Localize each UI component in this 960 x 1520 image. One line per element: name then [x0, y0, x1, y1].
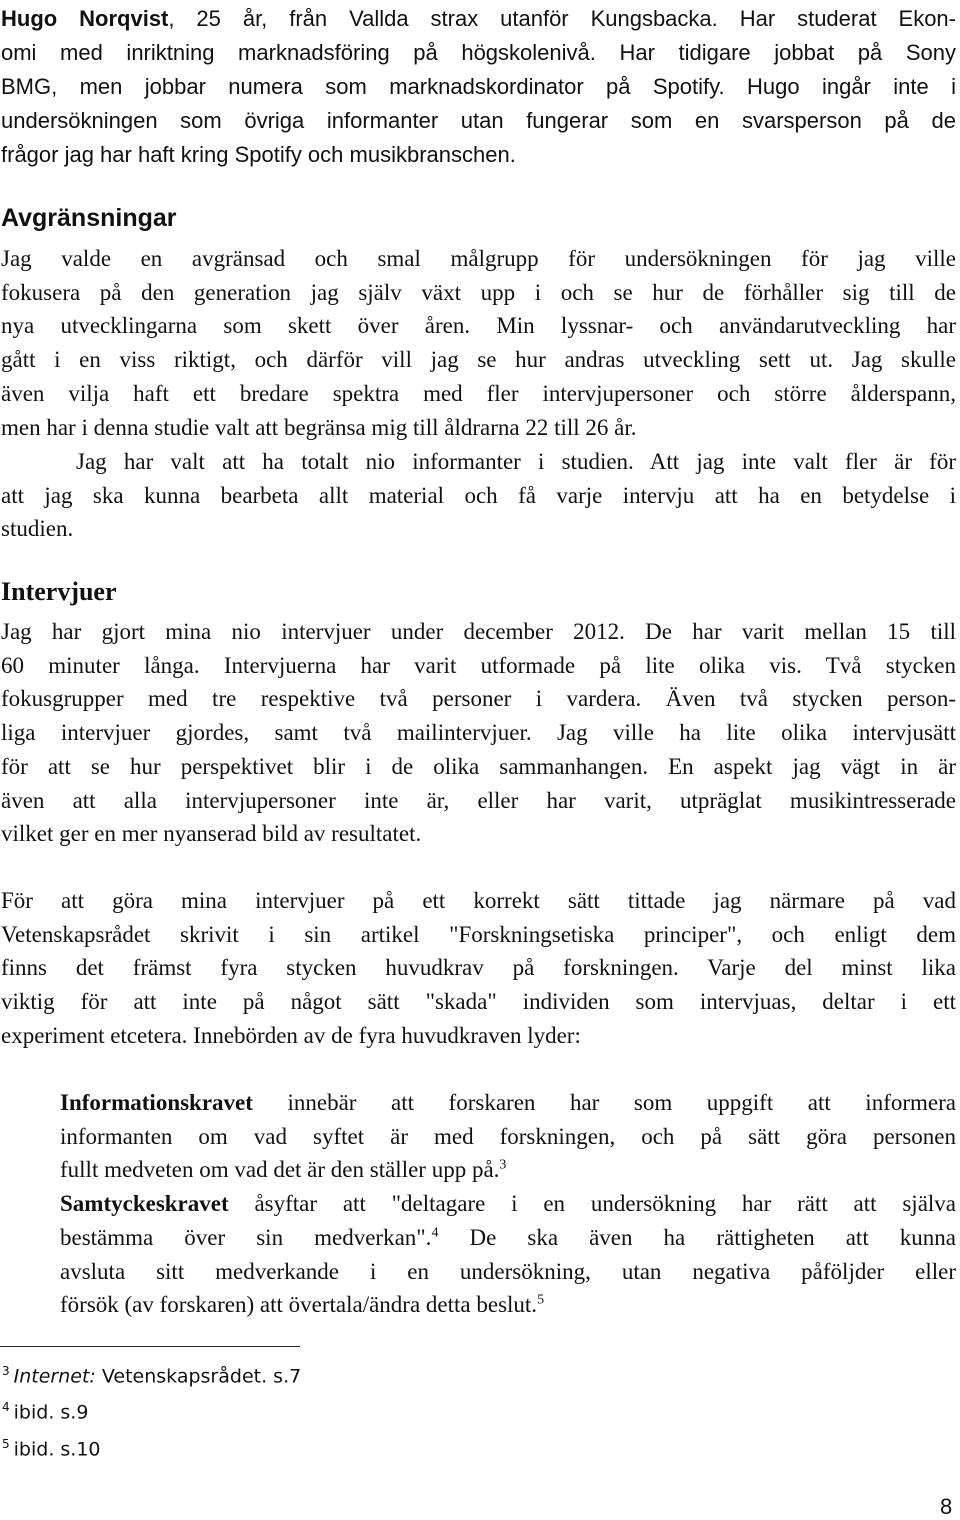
intervjuer2-line: finns det främst fyra stycken huvudkrav på forskningen. Varje del minst lika — [1, 955, 956, 981]
intervjuer-line: för att se hur perspektivet blir i de olika sammanhangen. En aspekt jag vägt in är — [1, 753, 956, 779]
avgr-line: fokusera på den generation jag själv växt upp i och se hur de förhåller sig till de — [1, 279, 956, 305]
intervjuer-line: vilket ger en mer nyanserad bild av resultatet. — [1, 821, 422, 847]
intervjuer2-line: viktig för att inte på något sätt "skada" individen som intervjuas, deltar i ett — [1, 989, 956, 1015]
footnote-ref-5: 5 — [537, 1292, 545, 1308]
samtyckeskravet-line-2: bestämma över sin medverkan".$^4$ De ska även ha rättigheten att kunna — [60, 1224, 956, 1250]
avgr2-line: studien. — [1, 516, 74, 542]
intro-line-2: omi med inriktning marknadsföring på högskolenivå. Har tidigare jobbat på Sony — [1, 40, 956, 65]
footnote-divider — [0, 1346, 300, 1347]
avgr-line: gått i en viss riktigt, och därför vill jag se hur andras utveckling sett ut. Jag skulle — [1, 347, 956, 373]
intro-line-5: frågor jag har haft kring Spotify och musikbranschen. — [1, 142, 516, 167]
intervjuer-paragraph-2 — [1, 884, 956, 1053]
avgr-line: även vilja haft ett bredare spektra med fler intervjupersoner och större ålderspann, — [1, 380, 956, 406]
requirements-block — [60, 1086, 956, 1322]
informationskravet-term: Informationskravet — [60, 1090, 253, 1115]
footnote-3: $^3$ Internet: Vetenskapsrådet. s.7 — [2, 1364, 302, 1388]
avgr2-line: Jag har valt att ha totalt nio informanter i studien. Att jag inte valt fler är för — [76, 449, 956, 474]
avgr-line: Jag valde en avgränsad och smal målgrupp för undersökningen för jag ville — [1, 246, 956, 271]
informationskravet-line-3: fullt medveten om vad det är den ställer upp på.$^3$ — [60, 1157, 507, 1183]
footnotes — [2, 1356, 301, 1465]
intro-line-4: undersökningen som övriga informanter utan fungerar som en svarsperson på de — [1, 108, 956, 133]
informationskravet-line-1: Informationskravet innebär att forskaren har som uppgift att informera — [60, 1090, 956, 1115]
footnote-ref-4: 4 — [431, 1225, 439, 1241]
samtyckeskravet-line-3: avsluta sitt medverkande i en undersökning, utan negativa påföljder eller — [60, 1258, 956, 1284]
section-heading-avgransningar: Avgränsningar — [1, 204, 177, 232]
intervjuer-line: liga intervjuer gjordes, samt två mailintervjuer. Jag ville ha lite olika intervjusätt — [1, 720, 956, 746]
footnote-5: $^5$ ibid. s.10 — [2, 1436, 101, 1460]
footnote-4: $^4$ ibid. s.9 — [2, 1400, 89, 1424]
page-number: 8 — [940, 1494, 953, 1519]
informationskravet-line-2: informanten om vad syftet är med forskningen, och på sätt göra personen — [60, 1123, 956, 1149]
avgr2-line: att jag ska kunna bearbeta allt material och få varje intervju att ha en betydelse i — [1, 482, 956, 508]
intervjuer-line: Jag har gjort mina nio intervjuer under december 2012. De har varit mellan 15 till — [1, 619, 956, 644]
avgransningar-paragraph-2 — [1, 445, 956, 546]
section-heading-intervjuer: Intervjuer — [1, 577, 117, 606]
samtyckeskravet-term: Samtyckeskravet — [60, 1191, 229, 1217]
intro-paragraph — [1, 2, 956, 172]
avgransningar-paragraph-1 — [1, 242, 956, 444]
intervjuer-line: 60 minuter långa. Intervjuerna har varit utformade på lite olika vis. Två stycken — [1, 652, 956, 678]
intervjuer2-line: experiment etcetera. Innebörden av de fyra huvudkraven lyder: — [1, 1022, 581, 1048]
footnote-ref-3: 3 — [499, 1157, 507, 1173]
avgr-line: men har i denna studie valt att begränsa mig till åldrarna 22 till 26 år. — [1, 414, 637, 440]
avgr-line: nya utvecklingarna som skett över åren. Min lyssnar- och användarutveckling har — [1, 313, 956, 339]
intervjuer-line: fokusgrupper med tre respektive två personer i vardera. Även två stycken person- — [1, 686, 956, 712]
informant-name: Hugo Norqvist — [1, 6, 169, 31]
intro-line-1: Hugo Norqvist, 25 år, från Vallda strax utanför Kungsbacka. Har studerat Ekon- — [1, 6, 956, 31]
intro-line-3: BMG, men jobbar numera som marknadskordinator på Spotify. Hugo ingår inte i — [1, 74, 956, 99]
samtyckeskravet-line-1: Samtyckeskravet åsyftar att "deltagare i en undersökning har rätt att själva — [60, 1191, 956, 1217]
intervjuer-paragraph-1 — [1, 615, 956, 851]
samtyckeskravet-line-4: försök (av forskaren) att övertala/ändra detta beslut.$^5$ — [60, 1292, 545, 1318]
intervjuer2-line: För att göra mina intervjuer på ett korrekt sätt tittade jag närmare på vad — [1, 888, 956, 913]
intervjuer-line: även att alla intervjupersoner inte är, eller har varit, utpräglat musikintresserade — [1, 787, 956, 813]
intervjuer2-line: Vetenskapsrådet skrivit i sin artikel "Forskningsetiska principer", och enligt dem — [1, 921, 956, 947]
